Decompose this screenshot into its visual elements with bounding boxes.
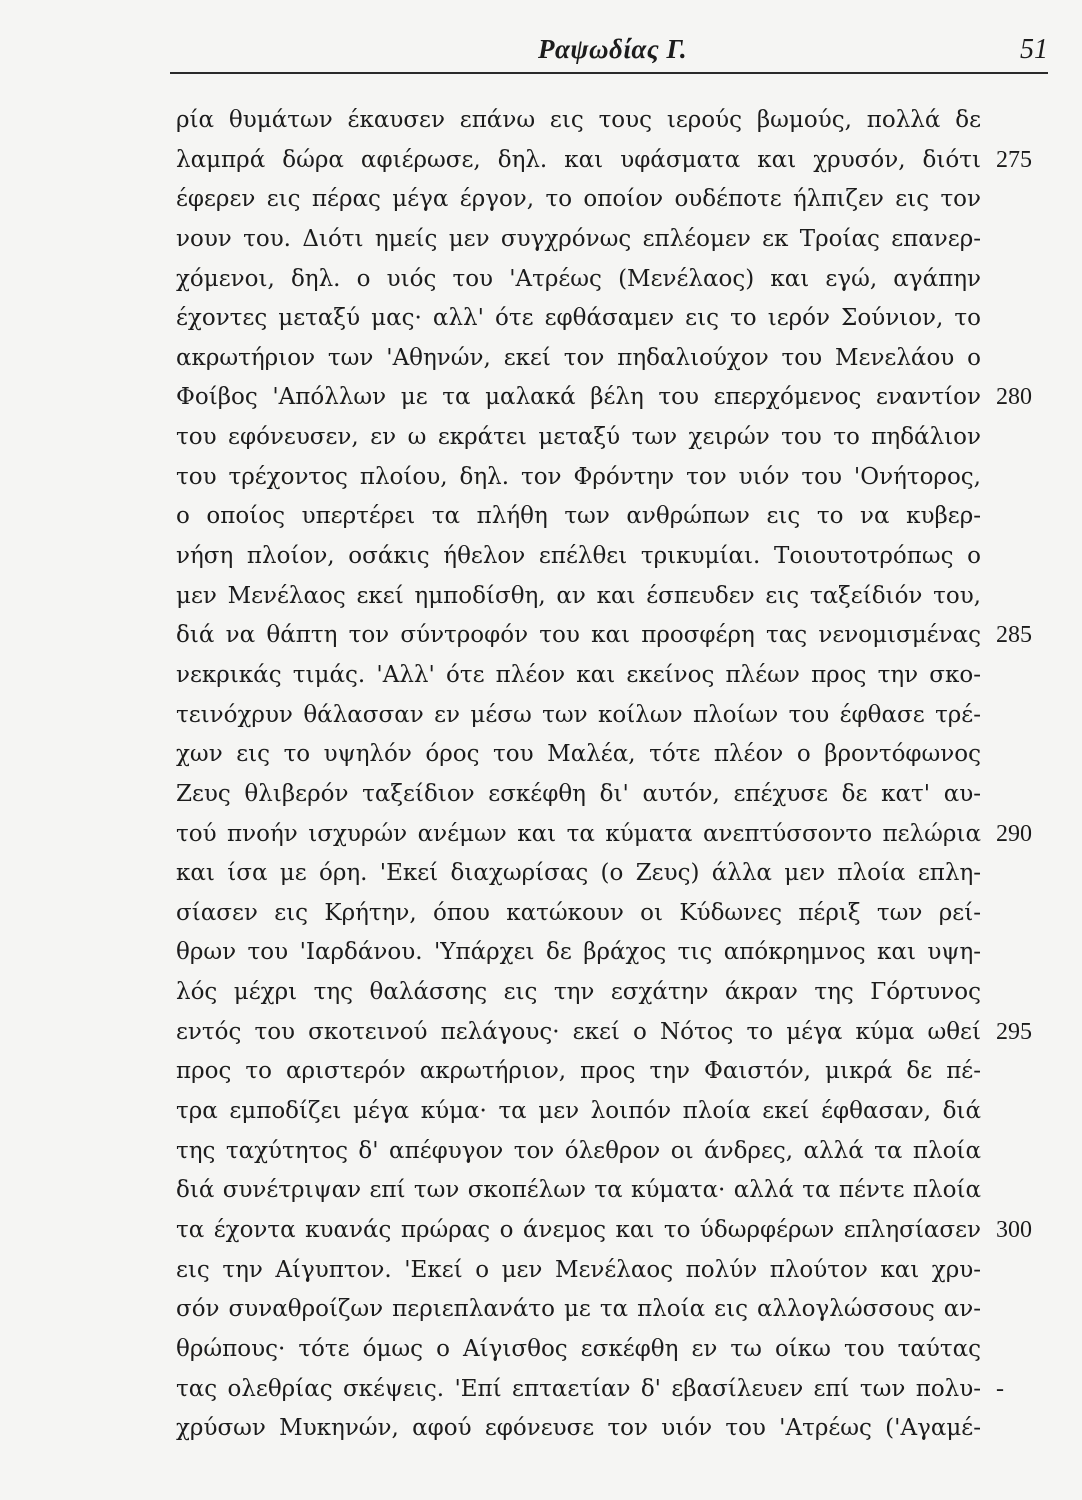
text-line bbox=[176, 1211, 1032, 1251]
text-line bbox=[176, 1052, 981, 1092]
line-text: προς το αριστερόν ακρωτήριον, προς την Φαιστόν, μικρά δε πέ- bbox=[176, 1058, 981, 1085]
line-text: τού πνοήν ισχυρών ανέμων και τα κύματα ανεπτύσσοντο πελώρια bbox=[176, 820, 981, 847]
line-text: νεκρικάς τιμάς. 'Αλλ' ότε πλέον και εκείνος πλέων προς την σκο- bbox=[176, 661, 981, 688]
text-line bbox=[176, 656, 981, 696]
text-line bbox=[176, 458, 981, 498]
text-line bbox=[176, 894, 981, 934]
line-text: ακρωτήριον των 'Αθηνών, εκεί τον πηδαλιούχον του Μενελάου ο bbox=[176, 344, 981, 371]
text-line bbox=[176, 1330, 981, 1370]
line-text: νήση πλοίον, οσάκις ήθελον επέλθει τρικυμίαι. Τοιουτοτρόπως ο bbox=[176, 543, 981, 570]
text-line bbox=[176, 101, 981, 141]
line-text: Ζευς θλιβερόν ταξείδιον εσκέφθη δι' αυτόν, επέχυσε δε κατ' αυ- bbox=[176, 780, 981, 807]
text-line bbox=[176, 933, 981, 973]
line-text: ρία θυμάτων έκαυσεν επάνω εις τους ιερούς βωμούς, πολλά δε bbox=[176, 107, 981, 133]
line-text: διά συνέτριψαν επί των σκοπέλων τα κύματα· αλλά τα πέντε πλοία bbox=[176, 1177, 981, 1204]
text-line bbox=[176, 1132, 981, 1172]
line-text: χων εις το υψηλόν όρος του Μαλέα, τότε πλέον ο βροντόφωνος bbox=[176, 741, 981, 768]
text-line bbox=[176, 616, 1032, 656]
text-line bbox=[176, 1251, 981, 1291]
verse-line-number: 290 bbox=[996, 820, 1032, 847]
verse-line-number: 285 bbox=[996, 622, 1032, 649]
line-text: εις την Αίγυπτον. 'Εκεί ο μεν Μενέλαος πολύν πλούτον και χρυ- bbox=[176, 1256, 981, 1283]
line-text: θρων του 'Ιαρδάνου. 'Υπάρχει δε βράχος τις απόκρημνος και υψη- bbox=[176, 939, 981, 966]
line-text: Φοίβος 'Απόλλων με τα μαλακά βέλη του επερχόμενος εναντίον bbox=[176, 384, 981, 411]
line-text: έφερεν εις πέρας μέγα έργον, το οποίον ουδέποτε ήλπιζεν εις τον bbox=[176, 186, 981, 213]
line-text: σόν συναθροίζων περιεπλανάτο με τα πλοία εις αλλογλώσσους αν- bbox=[176, 1296, 981, 1323]
page-number: 51 bbox=[1020, 34, 1048, 65]
running-header bbox=[170, 34, 1048, 74]
verse-line-number: 280 bbox=[996, 384, 1032, 411]
text-line bbox=[176, 1370, 1004, 1410]
text-line bbox=[176, 696, 981, 736]
text-line bbox=[176, 1013, 1032, 1053]
line-text: του τρέχοντος πλοίου, δηλ. τον Φρόντην τον υιόν του 'Ονήτορος, bbox=[176, 463, 981, 490]
text-line bbox=[176, 260, 981, 300]
text-line bbox=[176, 1290, 981, 1330]
line-text: ο οποίος υπερτέρει τα πλήθη των ανθρώπων εις το να κυβερ- bbox=[176, 503, 981, 530]
line-text: έχοντες μεταξύ μας· αλλ' ότε εφθάσαμεν εις το ιερόν Σούνιον, το bbox=[176, 305, 981, 332]
line-text: τα έχοντα κυανάς πρώρας ο άνεμος και το ύδωρφέρων επλησίασεν bbox=[176, 1216, 981, 1243]
verse-line-number: - bbox=[996, 1375, 1004, 1402]
text-line bbox=[176, 1092, 981, 1132]
line-text: εντός του σκοτεινού πελάγους· εκεί ο Νότος το μέγα κύμα ωθεί bbox=[176, 1018, 981, 1045]
text-line bbox=[176, 299, 981, 339]
line-text: και ίσα με όρη. 'Εκεί διαχωρίσας (ο Ζευς) άλλα μεν πλοία επλη- bbox=[176, 860, 981, 887]
text-line bbox=[176, 735, 981, 775]
header-rule bbox=[170, 72, 1048, 74]
line-text: χόμενοι, δηλ. ο υιός του 'Ατρέως (Μενέλαος) και εγώ, αγάπην bbox=[176, 265, 981, 292]
line-text: της ταχύτητος δ' απέφυγον τον όλεθρον οι άνδρες, αλλά τα πλοία bbox=[176, 1137, 981, 1164]
line-text: λός μέχρι της θαλάσσης εις την εσχάτην άκραν της Γόρτυνος bbox=[176, 979, 981, 1006]
text-line bbox=[176, 537, 981, 577]
line-text: τεινόχρυν θάλασσαν εν μέσω των κοίλων πλοίων του έφθασε τρέ- bbox=[176, 701, 981, 728]
line-text: χρύσων Μυκηνών, αφού εφόνευσε τον υιόν του 'Ατρέως ('Αγαμέ- bbox=[176, 1415, 981, 1442]
text-line bbox=[176, 418, 981, 458]
verse-line-number: 295 bbox=[996, 1018, 1032, 1045]
line-text: μεν Μενέλαος εκεί ημποδίσθη, αν και έσπευδεν εις ταξείδιόν του, bbox=[176, 582, 981, 609]
text-line bbox=[176, 854, 981, 894]
chapter-title: Ραψωδίας Γ. bbox=[538, 34, 688, 64]
text-line bbox=[176, 220, 981, 260]
line-text: διά να θάπτη τον σύντροφόν του και προσφέρη τας νενομισμένας bbox=[176, 622, 981, 649]
text-line bbox=[176, 378, 1032, 418]
line-text: λαμπρά δώρα αφιέρωσε, δηλ. και υφάσματα και χρυσόν, διότι bbox=[176, 146, 981, 173]
text-line bbox=[176, 1171, 981, 1211]
text-line bbox=[176, 1409, 981, 1449]
line-text: τρα εμποδίζει μέγα κύμα· τα μεν λοιπόν πλοία εκεί έφθασαν, διά bbox=[176, 1098, 981, 1125]
text-line bbox=[176, 973, 981, 1013]
text-line bbox=[176, 775, 981, 815]
verse-line-number: 275 bbox=[996, 146, 1032, 173]
text-line bbox=[176, 577, 981, 617]
text-line bbox=[176, 180, 981, 220]
line-text: νουν του. Διότι ημείς μεν συγχρόνως επλέομεν εκ Τροίας επανερ- bbox=[176, 225, 981, 252]
line-text: του εφόνευσεν, εν ω εκράτει μεταξύ των χειρών του το πηδάλιον bbox=[176, 424, 981, 451]
body-text bbox=[176, 101, 1032, 1449]
text-line bbox=[176, 497, 981, 537]
text-line bbox=[176, 141, 1032, 181]
text-line bbox=[176, 339, 981, 379]
line-text: θρώπους· τότε όμως ο Αίγισθος εσκέφθη εν τω οίκω του ταύτας bbox=[176, 1335, 981, 1362]
text-line bbox=[176, 815, 1032, 855]
line-text: τας ολεθρίας σκέψεις. 'Επί επταετίαν δ' εβασίλευεν επί των πολυ- bbox=[176, 1375, 981, 1402]
verse-line-number: 300 bbox=[996, 1216, 1032, 1243]
line-text: σίασεν εις Κρήτην, όπου κατώκουν οι Κύδωνες πέριξ των ρεί- bbox=[176, 899, 981, 926]
